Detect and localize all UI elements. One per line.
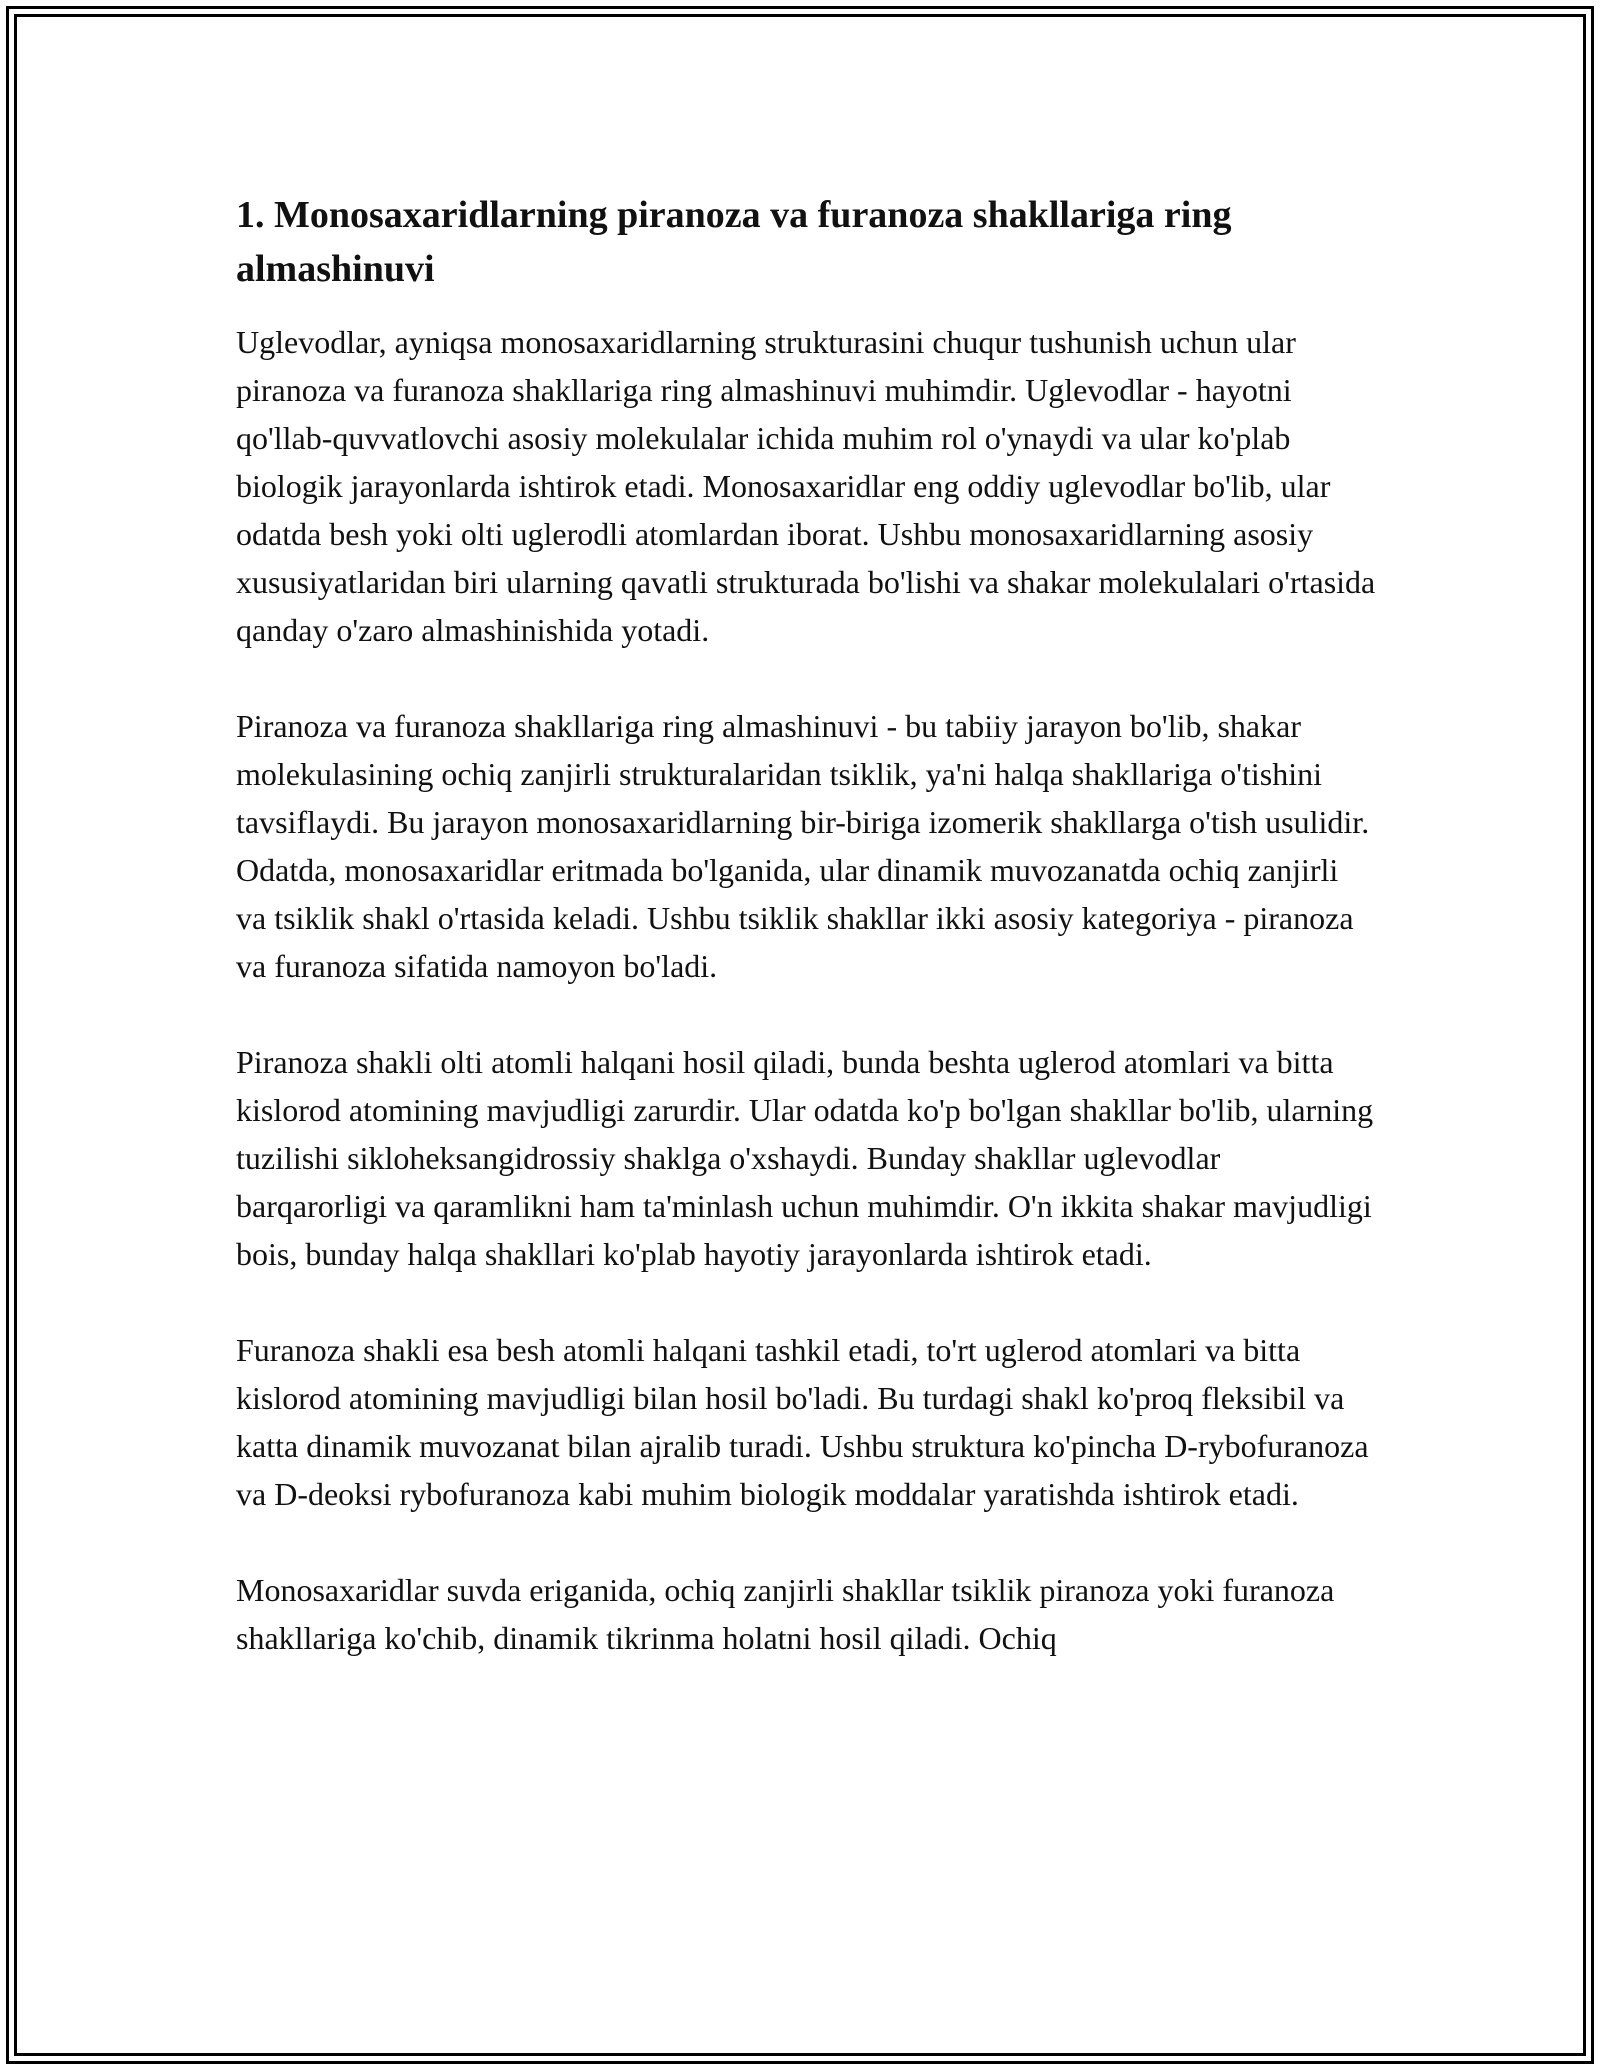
paragraph-5: Monosaxaridlar suvda eriganida, ochiq zanjirli shakllar tsiklik piranoza yoki furanoza shakllariga ko'chib, dinamik tikrinma holatni hosil qiladi. Ochiq [236,1572,1335,1656]
paragraph-4: Furanoza shakli esa besh atomli halqani tashkil etadi, to'rt uglerod atomlari va bitta kislorod atomining mavjudligi bilan hosil bo'ladi. Bu turdagi shakl ko'proq fleksibil va katta dinamik muvozanat bilan ajralib turadi. Ushbu struktura ko'pincha D-rybofuranoza va D-deoksi rybofuranoza kabi muhim biologik moddalar yaratishda ishtirok etadi. [236,1332,1369,1512]
document-body [236,188,1376,1710]
section-heading: 1. Monosaxaridlarning piranoza va furanoza shakllariga ring almashinuvi [236,194,1232,290]
paragraph-2: Piranoza va furanoza shakllariga ring almashinuvi - bu tabiiy jarayon bo'lib, shakar molekulasining ochiq zanjirli strukturalaridan tsiklik, ya'ni halqa shakllariga o'tishini tavsiflaydi. Bu jarayon monosaxaridlarning bir-biriga izomerik shakllarga o'tish usulidir. Odatda, monosaxaridlar eritmada bo'lganida, ular dinamik muvozanatda ochiq zanjirli va tsiklik shakl o'rtasida keladi. Ushbu tsiklik shakllar ikki asosiy kategoriya - piranoza va furanoza sifatida namoyon bo'ladi. [236,708,1370,984]
paragraph-1: Uglevodlar, ayniqsa monosaxaridlarning strukturasini chuqur tushunish uchun ular piranoza va furanoza shakllariga ring almashinuvi muhimdir. Uglevodlar - hayotni qo'llab-quvvatlovchi asosiy molekulalar ichida muhim rol o'ynaydi va ular ko'plab biologik jarayonlarda ishtirok etadi. Monosaxaridlar eng oddiy uglevodlar bo'lib, ular odatda besh yoki olti uglerodli atomlardan iborat. Ushbu monosaxaridlarning asosiy xususiyatlaridan biri ularning qavatli strukturada bo'lishi va shakar molekulalari o'rtasida qanday o'zaro almashinishida yotadi. [236,324,1376,648]
paragraph-3: Piranoza shakli olti atomli halqani hosil qiladi, bunda beshta uglerod atomlari va bitta kislorod atomining mavjudligi zarurdir. Ular odatda ko'p bo'lgan shakllar bo'lib, ularning tuzilishi sikloheksangidrossiy shaklga o'xshaydi. Bunday shakllar uglevodlar barqarorligi va qaramlikni ham ta'minlash uchun muhimdir. O'n ikkita shakar mavjudligi bois, bunday halqa shakllari ko'plab hayotiy jarayonlarda ishtirok etadi. [236,1044,1374,1272]
